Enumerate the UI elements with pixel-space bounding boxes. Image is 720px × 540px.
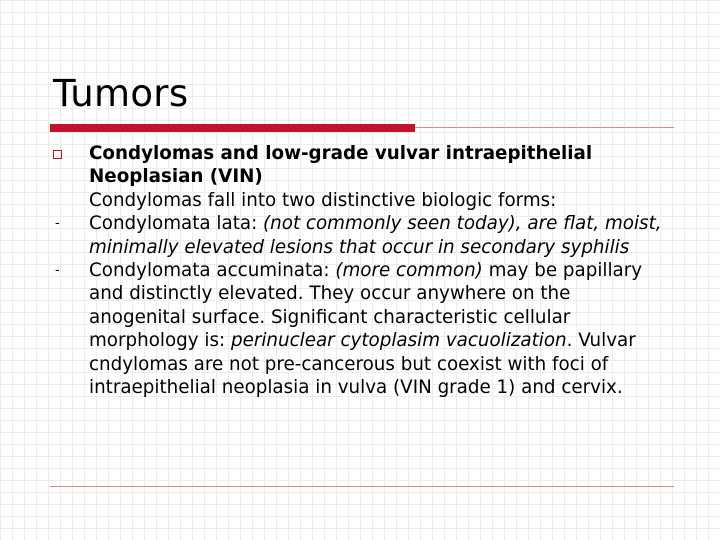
bullet-italic: (more common) bbox=[335, 260, 483, 282]
bullet-item bbox=[52, 259, 672, 399]
bullet-text: Condylomas and low-grade vulvar intraepithelial Neoplasian (VIN) bbox=[89, 143, 593, 188]
bullet-mid: may be papillary and distinctly elevated. They occur anywhere on the anogenital surface. Significant characteristic cellular morphology is: bbox=[89, 260, 643, 352]
title-rule-accent bbox=[50, 124, 415, 132]
square-bullet-icon bbox=[52, 142, 72, 167]
bullet-italic-term: perinuclear cytoplasim vacuolization bbox=[230, 330, 567, 352]
bullet-lead: Condylomata lata: bbox=[89, 213, 264, 235]
bullet-text: Condylomas fall into two distinctive biologic forms: bbox=[89, 189, 557, 211]
slide-title: Tumors bbox=[53, 72, 189, 115]
slide-body bbox=[52, 142, 672, 399]
bullet-italic: (not commonly seen today), are flat, moist, minimally elevated lesions that occur in secondary syphilis bbox=[89, 213, 662, 258]
bullet-item bbox=[52, 189, 672, 212]
bullet-tail: . Vulvar cndylomas are not pre-cancerous but coexist with foci of intraepithelial neoplasia in vulva (VIN grade 1) and cervix. bbox=[89, 330, 636, 399]
dash-marker: - bbox=[55, 216, 60, 232]
dash-marker: - bbox=[55, 263, 60, 279]
bullet-item bbox=[52, 142, 672, 189]
footer-rule bbox=[50, 486, 674, 487]
bullet-item bbox=[52, 212, 672, 259]
bullet-lead: Condylomata accuminata: bbox=[89, 260, 336, 282]
